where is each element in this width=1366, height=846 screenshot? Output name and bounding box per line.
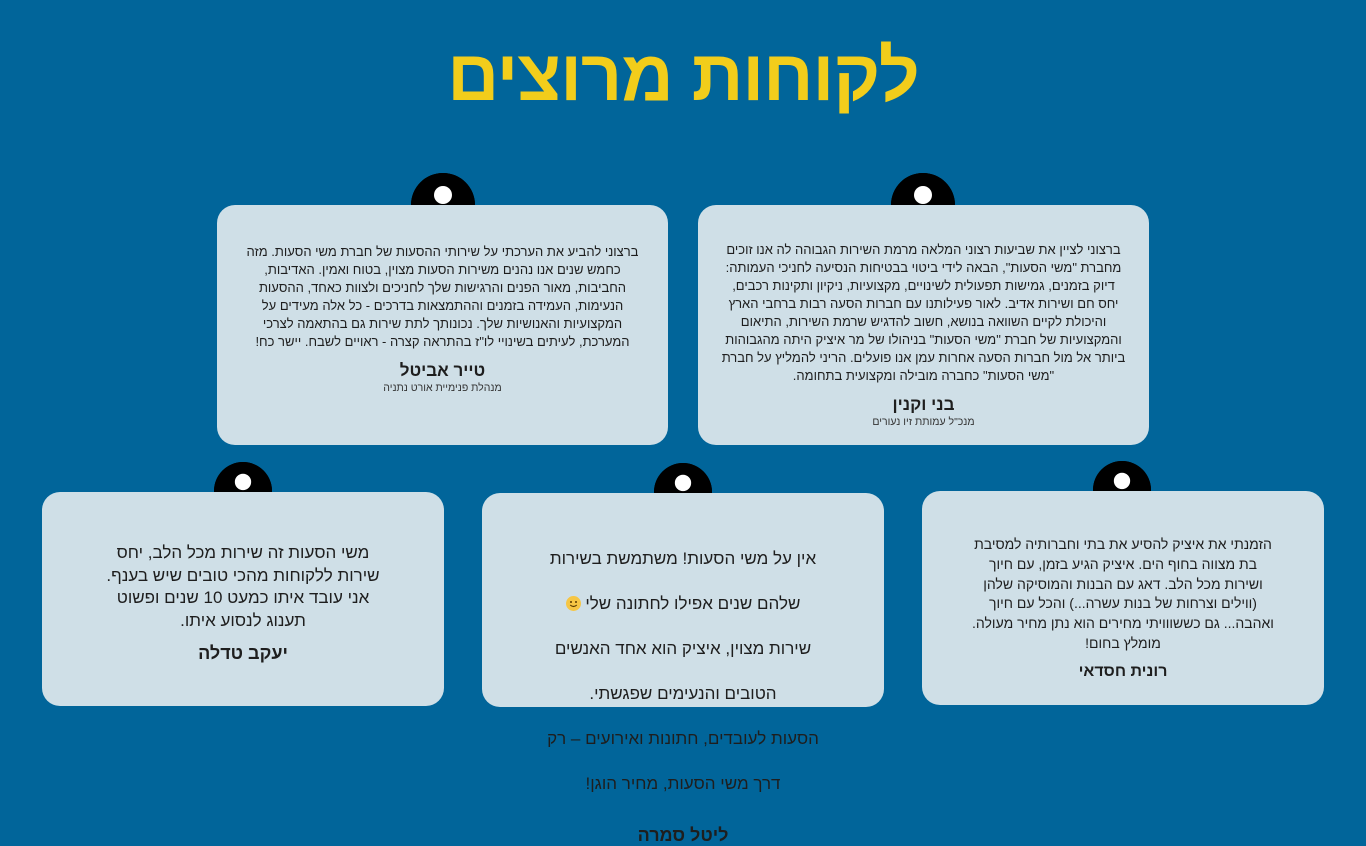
testimonial-author-role: מנהלת פנימיית אורט נתניה bbox=[383, 382, 502, 394]
testimonial-quote: הזמנתי את איציק להסיע את בתי וחברותיה למסיבת בת מצווה בחוף הים. איציק הגיע בזמן, עם חיוך ושירות מכל הלב. דאג עם הבנות והמוסיקה שלהן (ווילים וצרחות של בנות עשרה...) והכל עם חיוך ואהבה... גם כששווויתי מחירים הוא נתן מחיר מעולה. מומלץ בחום! bbox=[972, 536, 1274, 651]
quote-line: דרך משי הסעות, מחיר הוגן! bbox=[585, 773, 781, 793]
quote-line: שירות מצוין, איציק הוא אחד האנשים bbox=[554, 638, 812, 658]
quote-line bbox=[533, 593, 833, 616]
testimonial-card bbox=[42, 492, 444, 706]
testimonial-quote: ברצוני להביע את הערכתי על שירותי ההסעות של חברת משי הסעות. מזה כחמש שנים אנו נהנים משירות הסעות מצוין, בטוח ואמין. האדיבות, החביבות, מאור הפנים והרגישות שלך לחניכים ולצוות כאחד, ההסעות הנעימות, העמידה בזמנים וההתמצאות בדרכים - כל אלה מעידים על המקצועיות והאנושיות שלך. נכונותך לתת שירות גם בהתאמה לצרכי המערכת, לעיתים בשינויי לו"ז בהתראה קצרה - ראויים לשבח. יישר כח! bbox=[246, 244, 639, 349]
testimonial-card bbox=[698, 205, 1149, 445]
testimonial-author-name: יעקב טדלה bbox=[198, 643, 288, 663]
page-title: לקוחות מרוצים bbox=[447, 36, 919, 116]
quote-line-text: שלהם שנים אפילו לחתונה שלי bbox=[585, 593, 801, 613]
testimonial-card bbox=[922, 491, 1324, 705]
smiley-emoji-icon bbox=[566, 596, 581, 611]
testimonial-quote: ברצוני לציין את שביעות רצוני המלאה מרמת השירות הגבוהה לה אנו זוכים מחברת "משי הסעות", הבאה לידי ביטוי בבטיחות הנסיעה לחניכי העמותה: דיוק בזמנים, גמישות תפעולית לשינויים, מקצועיות, ניקיון ותקינות רכבים, יחס חם ושירות אדיב. לאור פעילותנו עם חברות הסעה רבות ברחבי הארץ והיכולת לקיים השוואה בנושא, חשוב להדגיש שרמת השירות, התיאום והמקצועיות של חברת "משי הסעות" בניהולו של מר איציק היתה מהגבוהות ביותר אל מול חברות הסעה אחרות עמן אנו פועלים. הריני להמליץ על חברת "משי הסעות" כחברה מובילה ומקצועית בתחומה. bbox=[721, 242, 1126, 383]
testimonial-author-name: טייר אביטל bbox=[399, 361, 486, 380]
testimonial-author-name: ליטל סמרה bbox=[637, 824, 729, 845]
testimonial-quote: משי הסעות זה שירות מכל הלב, יחס שירות ללקוחות מהכי טובים שיש בענף. אני עובד איתו כמעט 10 שנים ופשוט תענוג לנסוע איתו. bbox=[106, 543, 380, 630]
testimonial-author-name: רונית חסדאי bbox=[1078, 662, 1168, 680]
quote-line: הסעות לעובדים, חתונות ואירועים – רק bbox=[547, 728, 819, 748]
testimonial-card bbox=[217, 205, 668, 445]
testimonial-card bbox=[482, 493, 884, 845]
testimonial-author-role: מנכ"ל עמותת זיו נעורים bbox=[872, 416, 975, 428]
testimonial-author-name: בני וקנין bbox=[892, 395, 955, 414]
testimonial-quote bbox=[533, 525, 833, 818]
quote-line: הטובים והנעימים שפגשתי. bbox=[589, 683, 777, 703]
quote-line: אין על משי הסעות! משתמשת בשירות bbox=[549, 548, 817, 568]
